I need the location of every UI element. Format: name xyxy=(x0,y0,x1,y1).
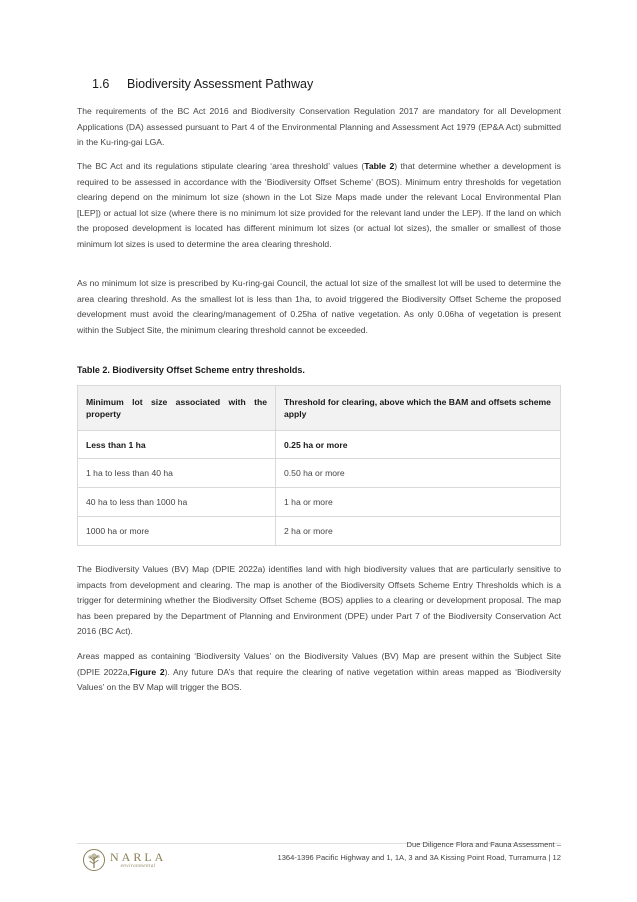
footer-report-title: Due Diligence Flora and Fauna Assessment – xyxy=(406,840,561,849)
section-number: 1.6 xyxy=(92,77,110,91)
table-caption: Table 2. Biodiversity Offset Scheme entry thresholds. xyxy=(77,365,305,375)
paragraph-text: The BC Act and its regulations stipulate clearing ‘area threshold’ values ( xyxy=(77,161,365,171)
threshold-cell: 2 ha or more xyxy=(276,517,561,546)
paragraph-text: ). Any future DA’s that require the clearing of native vegetation within areas mapped as ‘Biodiversity Values’ on the BV Map will trigger the BOS. xyxy=(77,666,561,692)
section-heading xyxy=(92,77,313,91)
threshold-cell: 0.25 ha or more xyxy=(276,431,561,459)
logo-subtitle: environmental xyxy=(120,863,156,869)
lot-size-cell: Less than 1 ha xyxy=(78,431,276,459)
threshold-cell: 1 ha or more xyxy=(276,488,561,517)
paragraph-text: ) that determine whether a development is required to be assessed in accordance with the ‘Biodiversity Offset Scheme’ (BOS). Minimum entry thresholds for vegetation clearing depend on the minimum lot size (shown in the Lot Size Maps made under the relevant Local Environmental Plan [LEP]) or actual lot size (where there is no minimum lot size provided for the relevant land under the LEP). If the land on which the proposed development is located has different minimum lot sizes (or actual lot sizes), the smaller or smallest of those minimum lot sizes is used to determine the area clearing threshold. xyxy=(77,161,561,249)
lot-size-cell: 40 ha to less than 1000 ha xyxy=(78,488,276,517)
header-cell-lot-size: Minimum lot size associated with the property xyxy=(78,386,276,431)
header-cell-threshold: Threshold for clearing, above which the BAM and offsets scheme apply xyxy=(276,386,561,431)
page-footer xyxy=(277,838,561,864)
thresholds-table xyxy=(77,385,561,546)
table-row xyxy=(78,459,561,488)
table-row xyxy=(78,517,561,546)
lot-size-cell: 1 ha to less than 40 ha xyxy=(78,459,276,488)
table-row xyxy=(78,431,561,459)
paragraph-bv-areas xyxy=(77,649,561,696)
section-title: Biodiversity Assessment Pathway xyxy=(127,77,314,91)
paragraph-bc-act-requirements: The requirements of the BC Act 2016 and Biodiversity Conservation Regulation 2017 are mandatory for all Development Applications (DA) assessed pursuant to Part 4 of the Environmental Planning and Assessment Act 1979 (EP&A Act) submitted in the Ku-ring-gai LGA. xyxy=(77,106,561,147)
logo-text xyxy=(110,851,166,870)
figure-2-reference-link[interactable]: Figure 2 xyxy=(129,666,165,677)
paragraph-area-thresholds xyxy=(77,159,561,252)
footer-address-page: 1364-1396 Pacific Highway and 1, 1A, 3 and 3A Kissing Point Road, Turramurra | 12 xyxy=(277,853,561,862)
table-header-row xyxy=(78,386,561,431)
table-2-reference-link[interactable]: Table 2 xyxy=(364,161,395,171)
paragraph-minimum-lot-size: As no minimum lot size is prescribed by Ku-ring-gai Council, the actual lot size of the smallest lot will be used to determine the area clearing threshold. As the smallest lot is less than 1ha, to avoid triggered the Biodiversity Offset Scheme the proposed development must avoid the clearing/management of 0.25ha of native vegetation. As only 0.06ha of vegetation is present within the Subject Site, the minimum clearing threshold cannot be exceeded. xyxy=(77,278,561,335)
narla-logo xyxy=(82,847,166,873)
logo-name: NARLA xyxy=(110,849,167,864)
lot-size-cell: 1000 ha or more xyxy=(78,517,276,546)
paragraph-text: Areas mapped as containing ‘Biodiversity Values’ on the Biodiversity Values (BV) Map are present within the Subject Site (DPIE 2022a, xyxy=(77,651,561,677)
threshold-cell: 0.50 ha or more xyxy=(276,459,561,488)
paragraph-bv-map: The Biodiversity Values (BV) Map (DPIE 2022a) identifies land with high biodiversity values that are particularly sensitive to impacts from development and clearing. The map is another of the Biodiversity Offsets Scheme Entry Thresholds which is a trigger for determining whether the Biodiversity Offset Scheme (BOS) applies to a clearing or development proposal. The map has been prepared by the Department of Planning and Environment (DPE) under Part 7 of the Biodiversity Conservation Act 2016 (BC Act). xyxy=(77,564,561,636)
narla-tree-icon xyxy=(82,848,106,872)
table-row xyxy=(78,488,561,517)
